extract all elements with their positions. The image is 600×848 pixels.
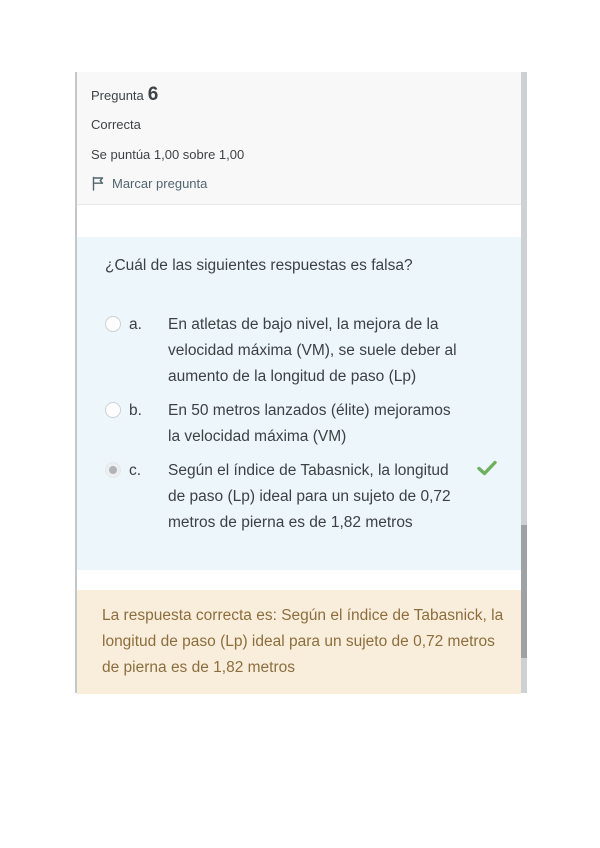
question-card-content [77,72,521,694]
option-text: En 50 metros lanzados (élite) mejoramos la velocidad máxima (VM) [168,402,451,445]
option-text: En atletas de bajo nivel, la mejora de la velocidad máxima (VM), se suele deber al aumento de la longitud de paso (Lp) [168,316,457,385]
question-number: 6 [147,84,159,105]
scrollbar-track[interactable] [521,72,527,693]
option-letter: c. [129,462,142,479]
radio-button[interactable] [105,462,121,478]
option-letter: a. [129,316,142,333]
question-grade: Se puntúa 1,00 sobre 1,00 [91,147,245,162]
option-letter: b. [129,402,142,419]
feedback-text: La respuesta correcta es: Según el índice de Tabasnick, la longitud de paso (Lp) ideal para un sujeto de 0,72 metros de pierna es de 1,82 metros [102,607,504,676]
flag-question-link[interactable] [91,176,207,191]
answer-option-a[interactable] [105,312,505,390]
answer-option-b[interactable] [105,398,505,450]
feedback-box [77,590,521,694]
flag-icon [91,176,105,191]
question-card [75,72,527,693]
question-info-panel [77,72,521,205]
question-label: Pregunta [91,88,144,103]
radio-button[interactable] [105,402,121,418]
question-text: ¿Cuál de las siguientes respuestas es falsa? [105,257,413,274]
scrollbar-thumb[interactable] [521,525,527,658]
question-body [77,237,521,570]
answer-option-c[interactable] [105,458,505,536]
answer-options [105,312,505,536]
correct-check-icon [475,457,499,484]
question-state: Correcta [91,117,141,132]
question-number-row [91,83,511,108]
radio-button[interactable] [105,316,121,332]
option-text: Según el índice de Tabasnick, la longitud de paso (Lp) ideal para un sujeto de 0,72 metros de pierna es de 1,82 metros [168,462,451,531]
flag-question-label: Marcar pregunta [112,176,208,191]
